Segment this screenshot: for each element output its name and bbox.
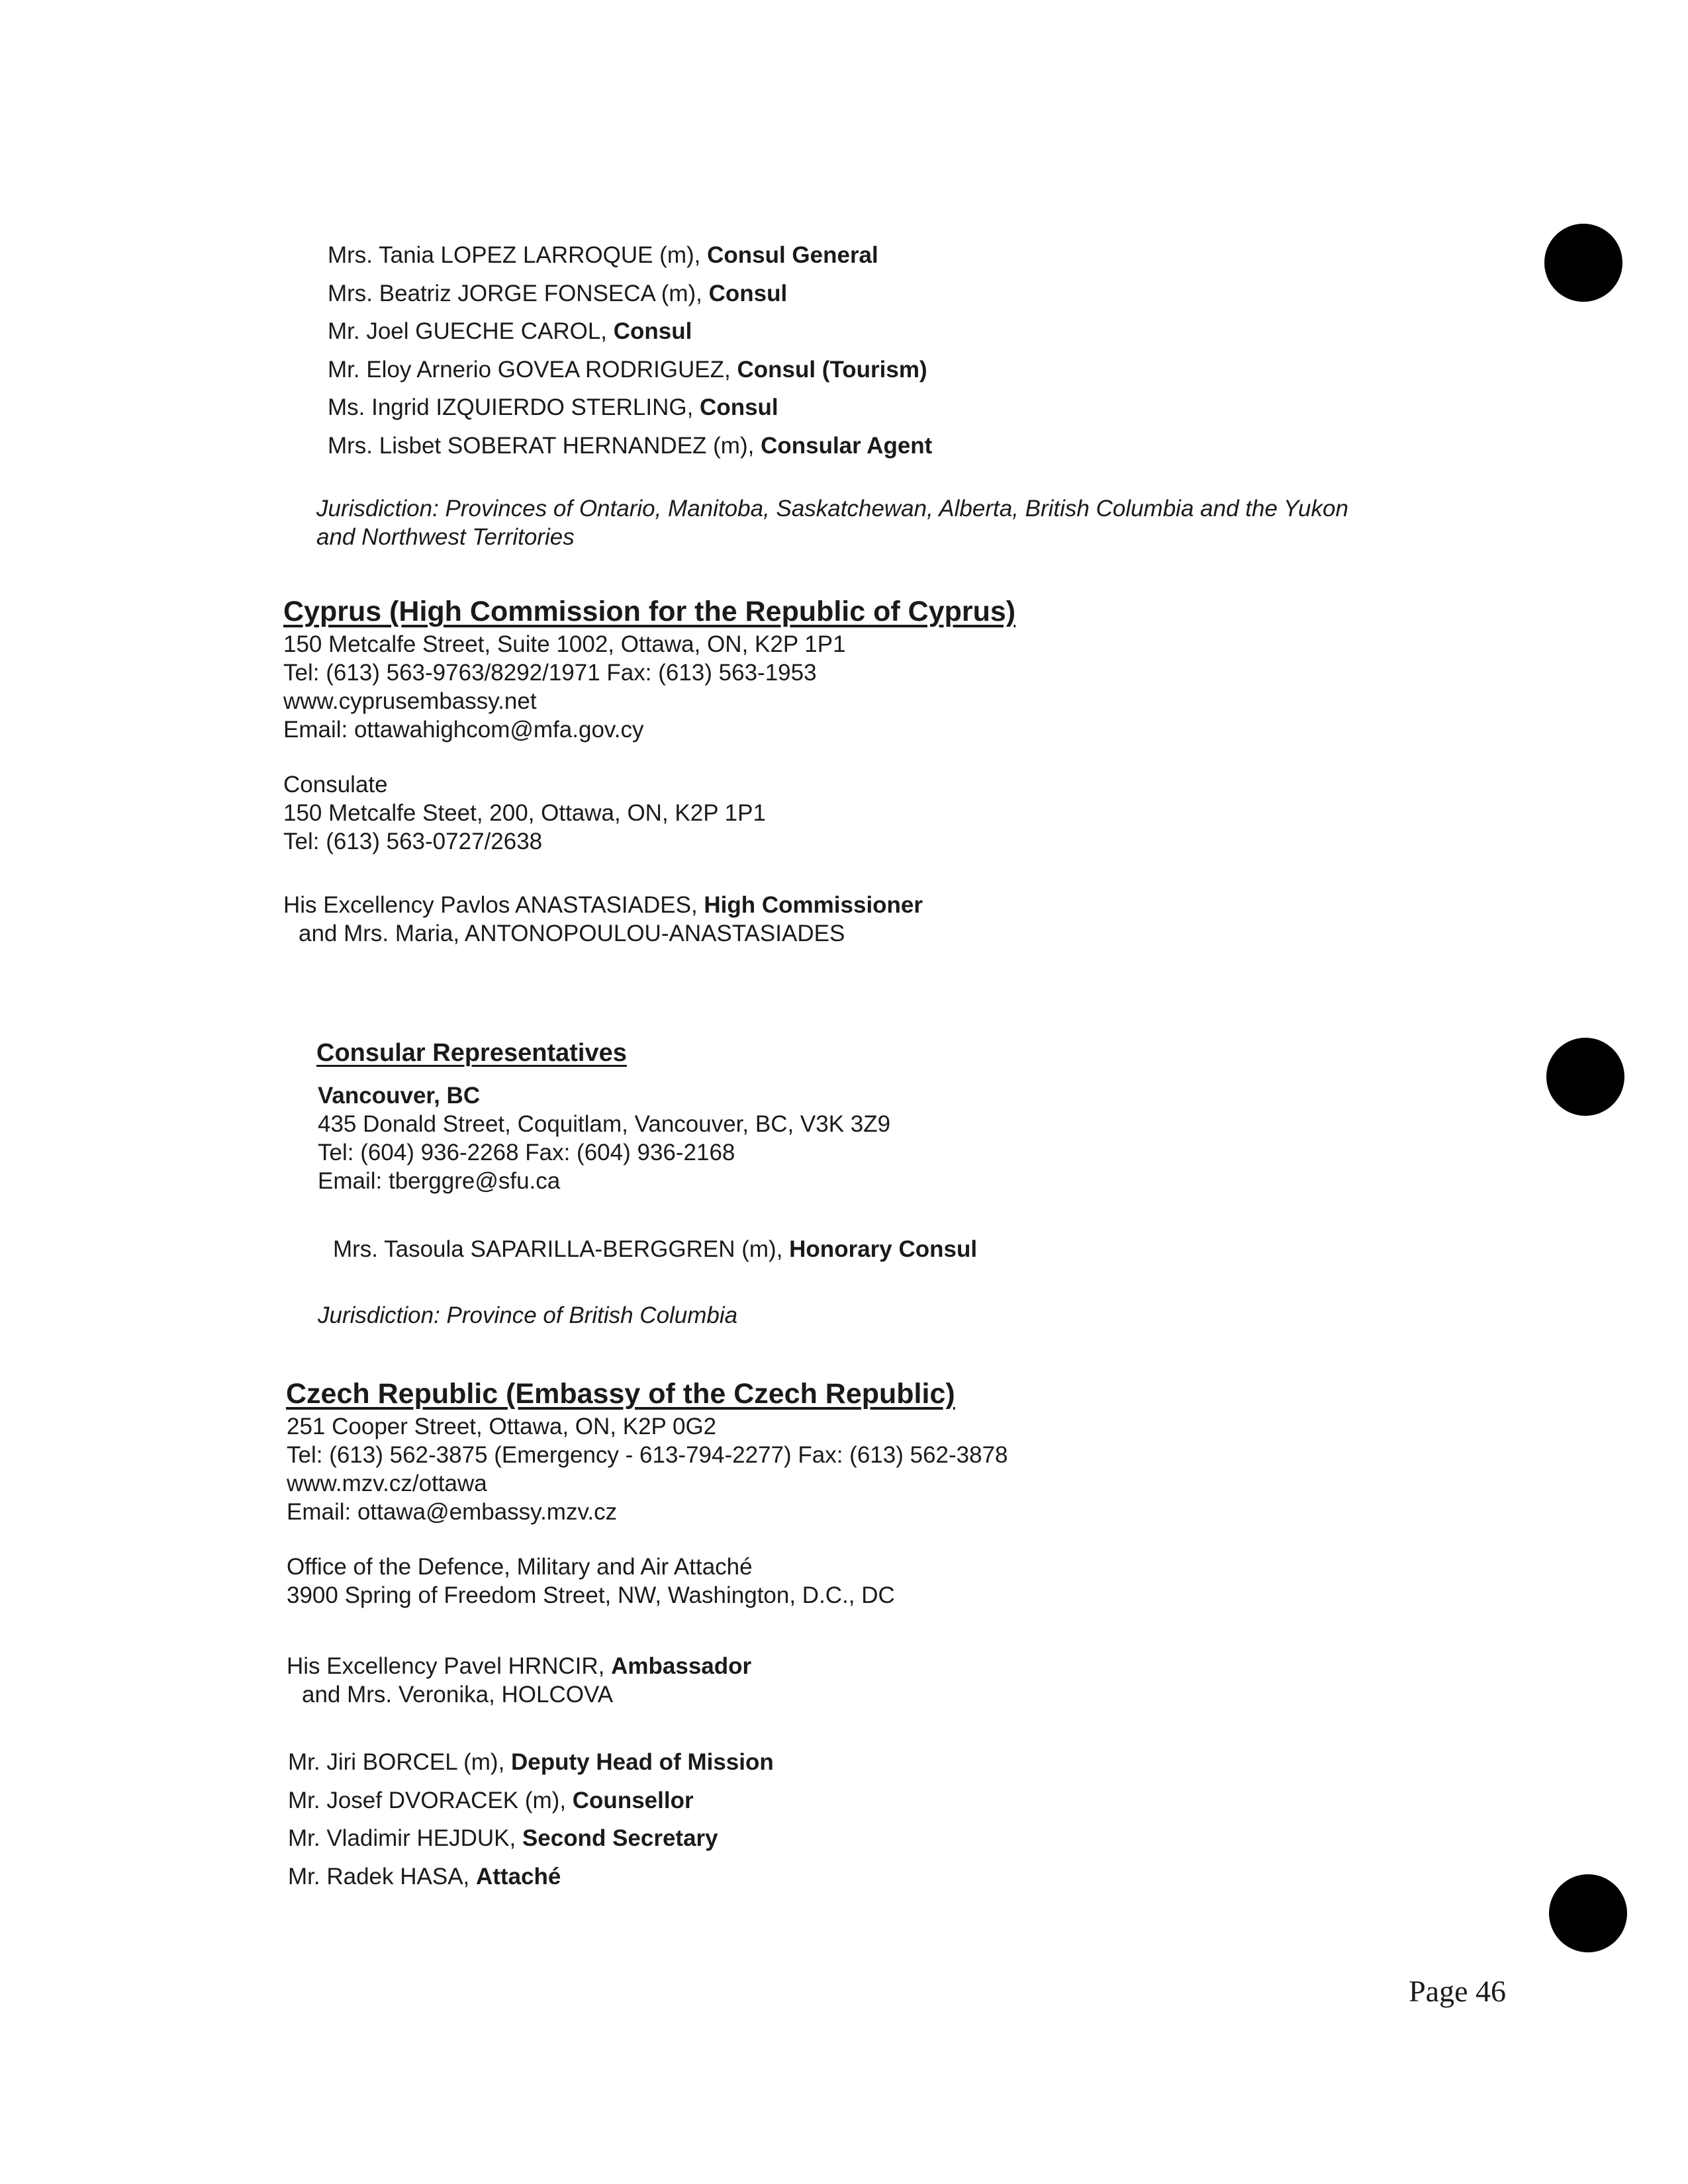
staff-title: Second Secretary xyxy=(522,1825,718,1851)
staff-entry xyxy=(288,1819,774,1858)
staff-name: Mrs. Lisbet SOBERAT HERNANDEZ (m), xyxy=(328,432,761,459)
defence-office-address: 3900 Spring of Freedom Street, NW, Washington, D.C., DC xyxy=(287,1582,895,1608)
staff-entry xyxy=(288,1858,774,1896)
staff-name: Mr. Jiri BORCEL (m), xyxy=(288,1749,512,1775)
cyprus-consulate xyxy=(283,770,766,856)
czech-head-of-mission xyxy=(287,1652,751,1709)
staff-title: Consular Agent xyxy=(761,432,933,459)
staff-title: Honorary Consul xyxy=(789,1236,978,1262)
binder-hole-top xyxy=(1544,224,1622,302)
office-email-link[interactable]: Email: tberggre@sfu.ca xyxy=(318,1168,561,1194)
spouse-line: and Mrs. Veronika, HOLCOVA xyxy=(302,1682,614,1707)
vancouver-jurisdiction: Jurisdiction: Province of British Columbia xyxy=(318,1302,738,1328)
czech-defence-office xyxy=(287,1553,895,1610)
staff-name: Mrs. Tasoula SAPARILLA-BERGGREN (m), xyxy=(333,1236,790,1262)
telephone: Tel: (613) 562-3875 (Emergency - 613-794-2277) Fax: (613) 562-3878 xyxy=(287,1442,1008,1468)
binder-hole-bottom xyxy=(1549,1874,1627,1952)
jurisdiction-line: and Northwest Territories xyxy=(316,524,575,550)
staff-title: Attaché xyxy=(475,1863,561,1889)
cyprus-head-of-mission xyxy=(283,891,923,948)
head-of-mission-title: Ambassador xyxy=(611,1653,752,1679)
staff-title: Consul (Tourism) xyxy=(737,356,927,383)
staff-entry xyxy=(328,351,932,389)
email-link[interactable]: Email: ottawahighcom@mfa.gov.cy xyxy=(283,717,644,743)
office-city: Vancouver, BC xyxy=(318,1083,481,1109)
cyprus-heading: Cyprus (High Commission for the Republic of Cyprus) xyxy=(283,596,1016,627)
binder-hole-middle xyxy=(1546,1038,1624,1116)
consulate-label: Consulate xyxy=(283,772,388,797)
staff-title: Consul General xyxy=(707,242,878,268)
cuba-jurisdiction xyxy=(316,494,1348,551)
consulate-telephone: Tel: (613) 563-0727/2638 xyxy=(283,829,543,854)
staff-entry xyxy=(288,1782,774,1820)
consulate-address: 150 Metcalfe Steet, 200, Ottawa, ON, K2P 1P1 xyxy=(283,800,766,826)
telephone: Tel: (613) 563-9763/8292/1971 Fax: (613) 563-1953 xyxy=(283,660,817,686)
email-link[interactable]: Email: ottawa@embassy.mzv.cz xyxy=(287,1499,618,1525)
jurisdiction-line: Jurisdiction: Provinces of Ontario, Manitoba, Saskatchewan, Alberta, British Columbia and the Yukon xyxy=(316,496,1348,522)
staff-name: Mrs. Beatriz JORGE FONSECA (m), xyxy=(328,280,709,306)
defence-office-label: Office of the Defence, Military and Air Attaché xyxy=(287,1554,753,1580)
head-of-mission-title: High Commissioner xyxy=(704,892,923,918)
consular-office-vancouver xyxy=(318,1081,890,1195)
website-link[interactable]: www.cyprusembassy.net xyxy=(283,688,537,714)
staff-entry xyxy=(328,388,932,427)
staff-title: Deputy Head of Mission xyxy=(511,1749,774,1775)
office-address: 435 Donald Street, Coquitlam, Vancouver, BC, V3K 3Z9 xyxy=(318,1111,891,1137)
office-telephone: Tel: (604) 936-2268 Fax: (604) 936-2168 xyxy=(318,1140,735,1165)
staff-entry xyxy=(328,236,932,275)
staff-entry xyxy=(328,312,932,351)
staff-name: Mr. Vladimir HEJDUK, xyxy=(288,1825,522,1851)
head-of-mission-line xyxy=(283,891,923,919)
head-of-mission-name: His Excellency Pavlos ANASTASIADES, xyxy=(283,892,704,918)
staff-name: Ms. Ingrid IZQUIERDO STERLING, xyxy=(328,394,700,420)
consular-representatives-heading: Consular Representatives xyxy=(316,1039,627,1067)
address: 251 Cooper Street, Ottawa, ON, K2P 0G2 xyxy=(287,1414,717,1439)
website-link[interactable]: www.mzv.cz/ottawa xyxy=(287,1471,487,1496)
staff-entry xyxy=(328,275,932,313)
cyprus-contact xyxy=(283,630,846,744)
page-number: Page 46 xyxy=(1409,1974,1506,2008)
czech-staff-list xyxy=(288,1743,774,1895)
staff-entry xyxy=(328,427,932,465)
staff-name: Mrs. Tania LOPEZ LARROQUE (m), xyxy=(328,242,708,268)
staff-title: Consul xyxy=(700,394,778,420)
head-of-mission-line xyxy=(287,1652,751,1680)
staff-title: Counsellor xyxy=(572,1787,694,1813)
staff-entry xyxy=(288,1743,774,1782)
spouse-line: and Mrs. Maria, ANTONOPOULOU-ANASTASIADES xyxy=(299,921,845,946)
staff-title: Consul xyxy=(708,280,788,306)
cuba-consulate-staff-list xyxy=(328,236,932,465)
head-of-mission-name: His Excellency Pavel HRNCIR, xyxy=(287,1653,612,1679)
staff-name: Mr. Eloy Arnerio GOVEA RODRIGUEZ, xyxy=(328,356,737,383)
staff-name: Mr. Radek HASA, xyxy=(288,1863,476,1889)
staff-name: Mr. Joel GUECHE CAROL, xyxy=(328,318,614,344)
staff-name: Mr. Josef DVORACEK (m), xyxy=(288,1787,573,1813)
czech-heading: Czech Republic (Embassy of the Czech Republic) xyxy=(286,1378,955,1410)
staff-title: Consul xyxy=(613,318,692,344)
czech-contact xyxy=(287,1412,1008,1526)
honorary-consul-entry xyxy=(333,1235,977,1263)
address: 150 Metcalfe Street, Suite 1002, Ottawa, ON, K2P 1P1 xyxy=(283,631,846,657)
